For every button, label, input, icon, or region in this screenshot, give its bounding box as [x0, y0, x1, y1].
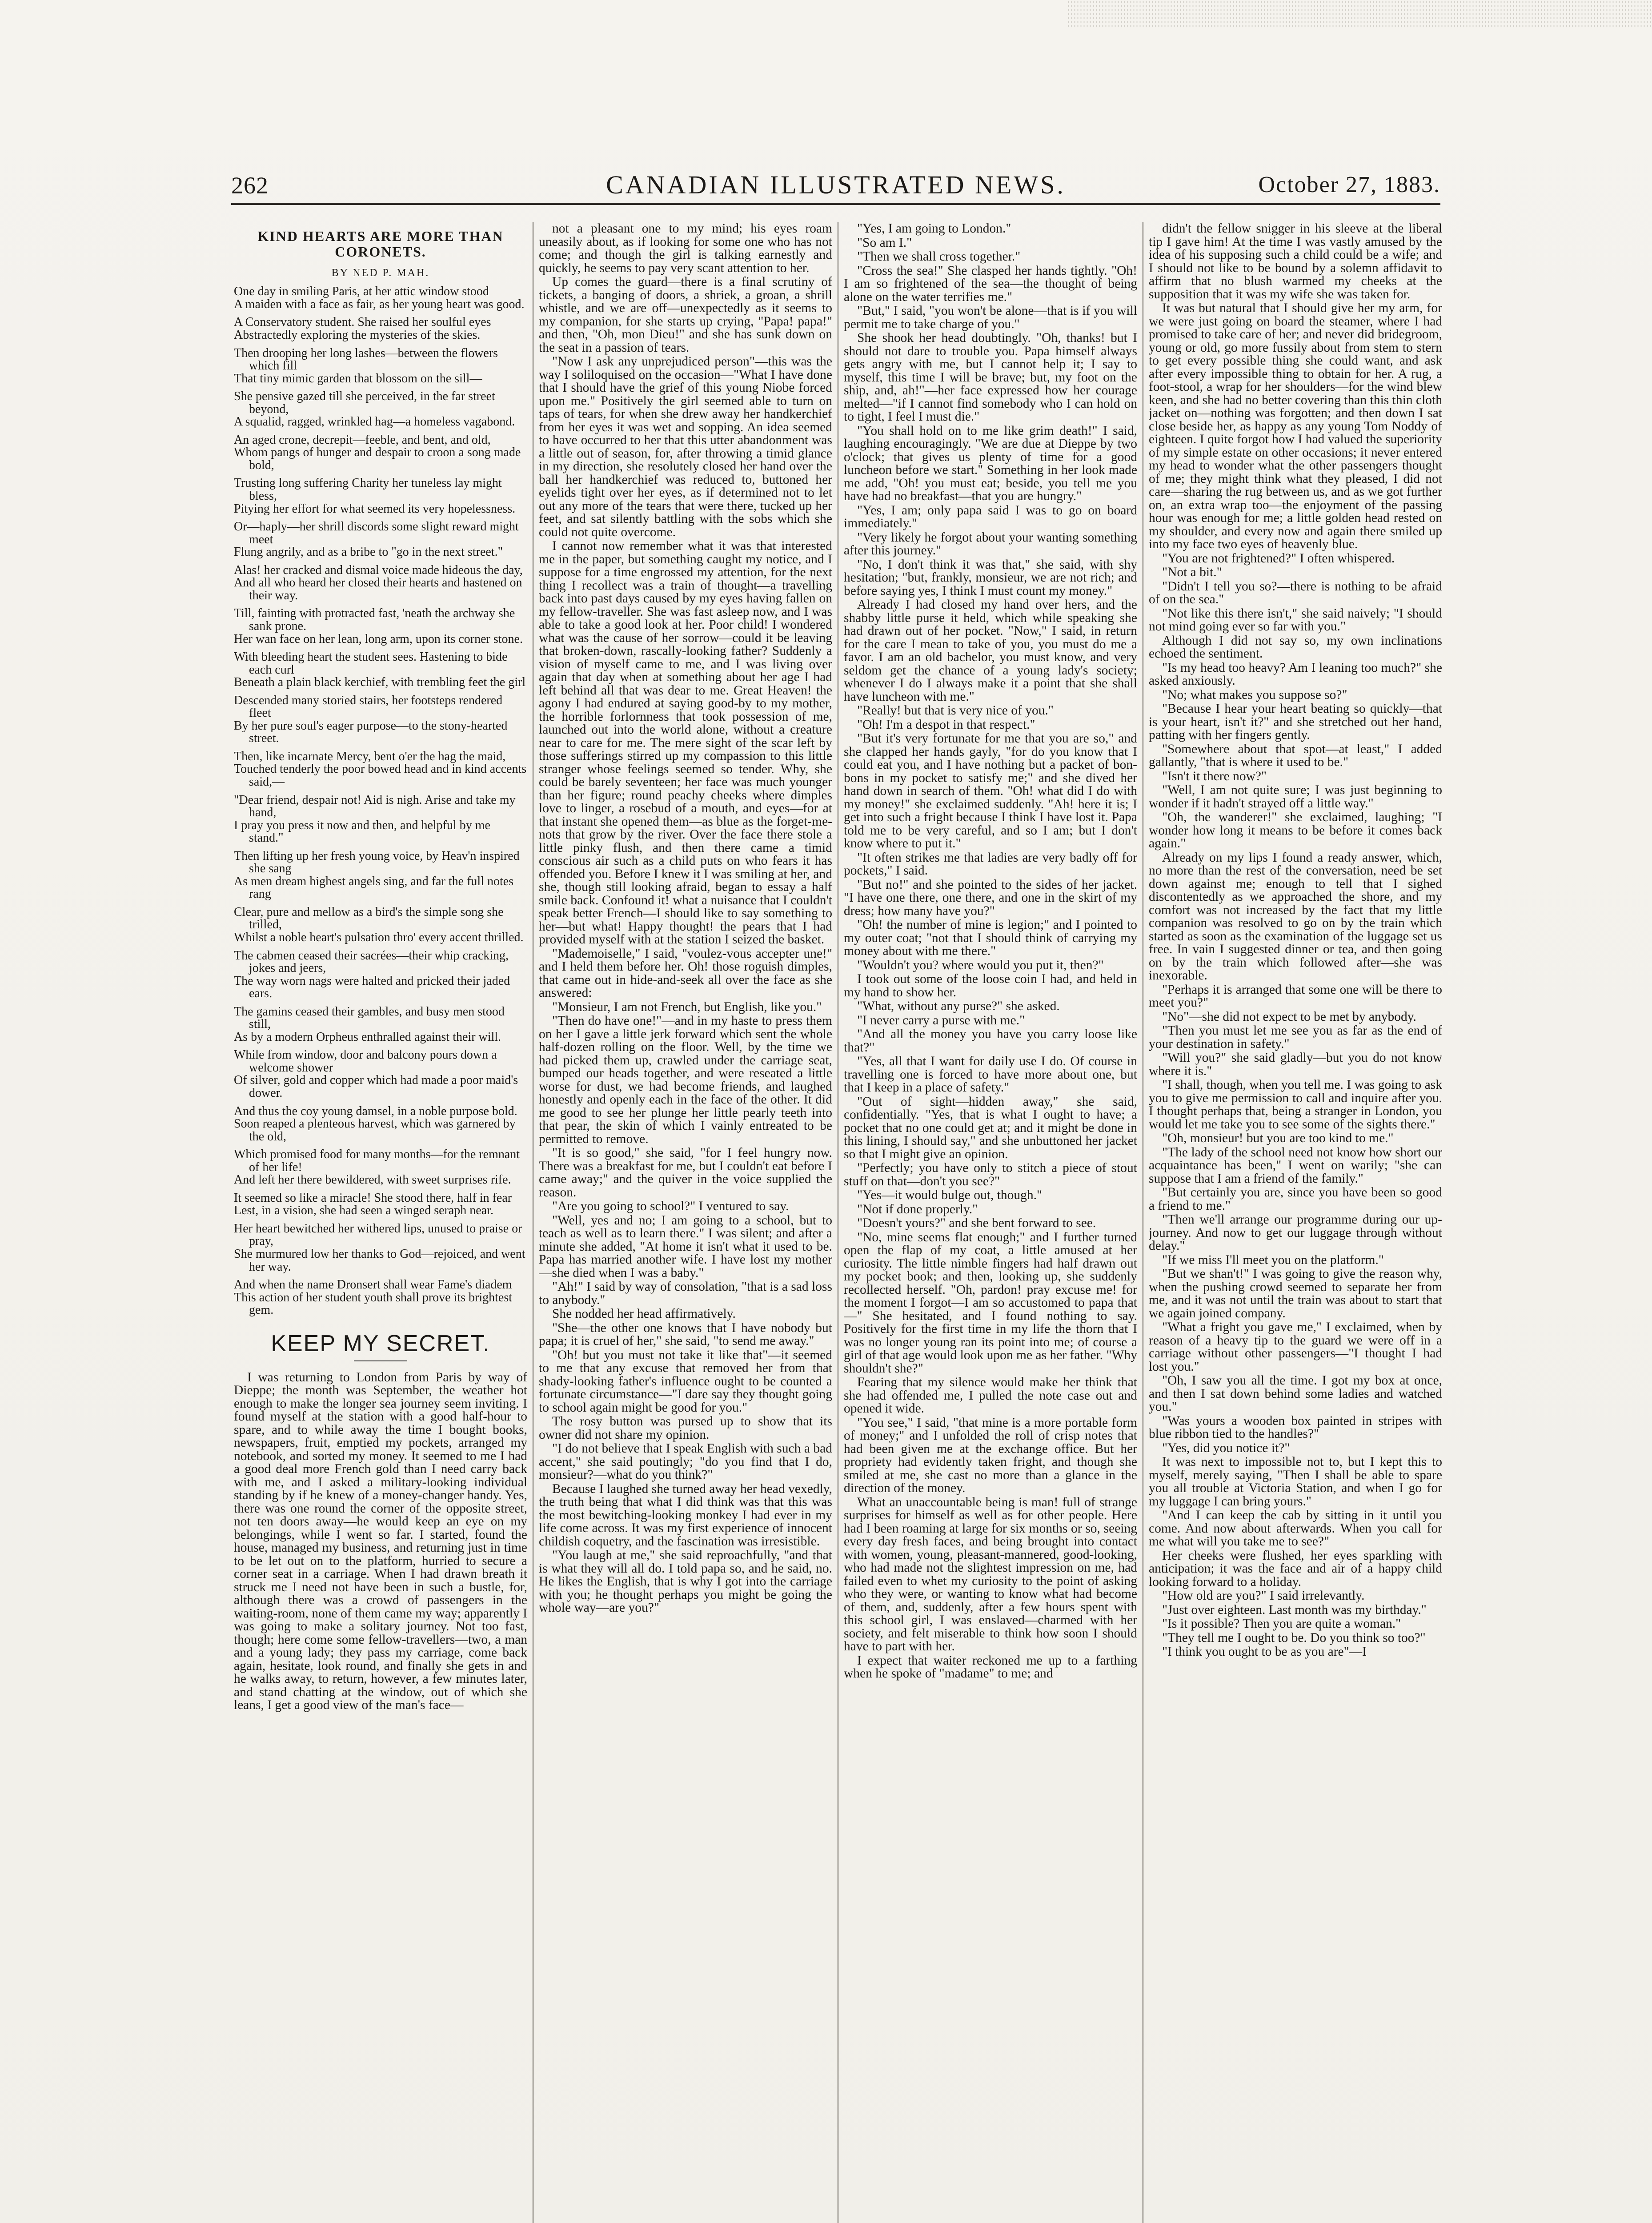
story-paragraph: "I think you ought to be as you are"—I — [1162, 1645, 1367, 1659]
poem-line: The cabmen ceased their sacrées—their whip cracking, jokes and jeers, — [234, 948, 509, 975]
poem-line: A maiden with a face as fair, as her young heart was good. — [234, 297, 525, 311]
poem-line: Pitying her effort for what seemed its very hopelessness. — [234, 502, 516, 516]
poem-line: The gamins ceased their gambles, and busy men stood still, — [234, 1004, 505, 1031]
poem-stanza — [234, 1223, 527, 1273]
story-paragraph: Her cheeks were flushed, her eyes sparkling with anticipation; it was the face and air of a happy child looking forward to a holiday. — [1149, 1548, 1442, 1589]
poem-stanza — [234, 1049, 527, 1099]
story-paragraph: "Oh, I saw you all the time. I got my box at once, and then I sat down behind some ladies and watched you." — [1149, 1373, 1442, 1414]
story-paragraph: "What, without any purse?" she asked. — [857, 999, 1060, 1013]
story-paragraph: "Yes, I am; only papa said I was to go on board immediately." — [844, 503, 1137, 530]
poem-stanza — [234, 1105, 527, 1144]
poem-line: It seemed so like a miracle! She stood there, half in fear — [234, 1191, 512, 1205]
poem-line: Then drooping her long lashes—between the flowers which fill — [234, 346, 498, 373]
poem-stanza — [234, 1279, 527, 1317]
story-paragraph: "Then you must let me see you as far as the end of your destination in safety." — [1149, 1023, 1442, 1051]
poem-line: Whom pangs of hunger and despair to croon a song made bold, — [234, 445, 521, 472]
poem-line: Clear, pure and mellow as a bird's the simple song she trilled, — [234, 905, 504, 932]
column-3 — [844, 222, 1137, 2223]
story-paragraph: "No, mine seems flat enough;" and I further turned open the flap of my coat, a little amused at her curiosity. The little nimble fingers had half drawn out my pocket book; and then, looking up, she suddenly recollected herself. "Oh, pardon! pray excuse me! for the moment I forgot—I am so accustomed to papa that—" She hesitated, and I found nothing to say. Positively for the first time in my life the thorn that I was no longer young ran its point into me; of course a girl of that age would look upon me as her father. "Why shouldn't she?" — [844, 1230, 1137, 1376]
poem-line: Touched tenderly the poor bowed head and in kind accents said,— — [234, 762, 527, 789]
story-paragraph: "Mademoiselle," I said, "voulez-vous accepter une!" and I held them before her. Oh! those roguish dimples, that came out in hide-and-seek all over the face as she answered: — [539, 946, 832, 1000]
poem-line: "Dear friend, despair not! Aid is nigh. Arise and take my hand, — [234, 793, 516, 820]
story-paragraph: The rosy button was pursed up to show that its owner did not share my opinion. — [539, 1414, 832, 1442]
poem-line: Beneath a plain black kerchief, with trembling feet the girl — [234, 675, 526, 690]
story-paragraph: "But no!" and she pointed to the sides of her jacket. "I have one there, one there, and one in the skirt of my dress; how many have you?" — [844, 877, 1137, 918]
poem-line: As by a modern Orpheus enthralled against their will. — [234, 1030, 501, 1044]
story-paragraph: "Cross the sea!" She clasped her hands tightly. "Oh! I am so frightened of the sea—the thought of being alone on the water terrifies me." — [844, 263, 1137, 304]
poem-line: The way worn nags were halted and pricked their jaded ears. — [234, 974, 510, 1001]
story-text-col4 — [1149, 222, 1442, 1659]
poem-title: KIND HEARTS ARE MORE THAN CORONETS. — [257, 228, 504, 260]
story-paragraph: "Then we'll arrange our programme during our up-journey. And now to get our luggage through without delay." — [1149, 1212, 1442, 1253]
story-paragraph: didn't the fellow snigger in his sleeve at the liberal tip I gave him! At the time I was vastly amused by the idea of his supposing such a child could be a wife; and I should not like to be bound by a solemn affidavit to affirm that no blush warmed my cheeks at the supposition that it was my wife she was taken for. — [1149, 222, 1442, 301]
poem-line: Which promised food for many months—for the remnant of her life! — [234, 1148, 520, 1174]
story-paragraph: "I never carry a purse with me." — [857, 1013, 1025, 1027]
story-paragraph: "Just over eighteen. Last month was my birthday." — [1162, 1602, 1427, 1617]
story-paragraph: "Oh, monsieur! but you are too kind to me." — [1162, 1131, 1394, 1145]
poem-line: Of silver, gold and copper which had made a poor maid's dower. — [234, 1073, 518, 1100]
story-paragraph: "Perfectly; you have only to stitch a piece of stout stuff on that—don't you see?" — [844, 1161, 1137, 1188]
story-paragraph: It was next to impossible not to, but I kept this to myself, merely saying, "Then I shall be able to spare you all trouble at Victoria Station, and when I go for my luggage I can bring yours." — [1149, 1455, 1442, 1509]
poem-line: Abstractedly exploring the mysteries of the skies. — [234, 328, 481, 342]
story-paragraph: "Not if done properly." — [857, 1202, 978, 1216]
story-paragraph: "But," I said, "you won't be alone—that is if you will permit me to take charge of you." — [844, 304, 1137, 331]
story-paragraph: She nodded her head affirmatively. — [552, 1307, 736, 1321]
poem-stanza — [234, 1006, 527, 1044]
poem-byline: BY NED P. MAH. — [331, 267, 430, 279]
story-paragraph: "Well, I am not quite sure; I was just beginning to wonder if it hadn't strayed off a little way." — [1149, 783, 1442, 811]
story-paragraph: "You are not frightened?" I often whispered. — [1162, 551, 1395, 566]
poem-line: She murmured low her thanks to God—rejoiced, and went her way. — [234, 1247, 525, 1274]
poem-line: Then, like incarnate Mercy, bent o'er the hag the maid, — [234, 749, 506, 763]
story-paragraph: "I do not believe that I speak English with such a bad accent," she said poutingly; "do you find that I do, monsieur?—what do you think?" — [539, 1441, 832, 1482]
poem-stanza — [234, 651, 527, 689]
poem-stanza — [234, 794, 527, 845]
poem-line: And thus the coy young damsel, in a noble purpose bold. — [234, 1104, 517, 1118]
story-paragraph: Although I did not say so, my own inclinations echoed the sentiment. — [1149, 633, 1442, 661]
story-paragraph: What an unaccountable being is man! full of strange surprises for himself as well as for other people. Here had I been roaming at large for six months or so, seeing every day fresh faces, and being brought into contact with women, young, pleasant-mannered, good-looking, who had made not the slightest impression on me, had failed even to whet my curiosity to the point of asking who they were, or wanting to know what had become of them, and, suddenly, after a few hours spent with this school girl, I was enslaved—charmed with her society, and felt miserable to think how soon I should have to part with her. — [844, 1495, 1137, 1653]
poem-line: By her pure soul's eager purpose—to the stony-hearted street. — [234, 718, 508, 746]
poem-stanza — [234, 477, 527, 515]
poem-stanza — [234, 950, 527, 1000]
story-paragraph: "Not like this there isn't," she said naively; "I should not mind going ever so far with you." — [1149, 606, 1442, 634]
story-paragraph: "But certainly you are, since you have been so good a friend to me." — [1149, 1185, 1442, 1213]
story-paragraph: "Oh! but you must not take it like that"—it seemed to me that any excuse that removed her from that shady-looking father's influence ought to be counted a fortunate circumstance—"I dare say they thought going to school again might be good for you." — [539, 1348, 832, 1415]
story-paragraph: "Then do have one!"—and in my haste to press them on her I gave a little jerk forward which sent the whole half-dozen rolling on the floor. Well, by the time we had picked them up, crawled under the carriage seat, bumped our heads together, and were reseated a little worse for dust, we had become friends, and laughed honestly and openly each in the face of the other. It did me good to see her plunge her little pearly teeth into that pear, the skin of which I vainly entreated to be permitted to remove. — [539, 1014, 832, 1146]
story-paragraph: It was but natural that I should give her my arm, for we were just going on board the steamer, where I had promised to take care of her; and never did bridegroom, young or old, go more fussily about from stem to stern to get every possible thing she could want, and ask after every impossible thing to obtain for her. A rug, a foot-stool, a wrap for her shoulders—for the wind blew keen, and she had no better covering than this thin cloth jacket on—nothing was forgotten; and then down I sat close beside her, as happy as any young Tom Noddy of eighteen. I quite forgot how I had valued the superiority of my simple estate on other occasions; it never entered my head to wonder what the other passengers thought of me; they might think what they pleased, I did not care—sharing the rug between us, and as we got further on, an extra wrap too—the enjoyment of the passing hour was enough for me; a little golden head rested on my shoulder, and every now and again there smiled up into my face two eyes of heavenly blue. — [1149, 301, 1442, 551]
poem-stanza — [234, 347, 527, 385]
story-paragraph: Already I had closed my hand over hers, and the shabby little purse it held, which while speaking she had drawn out of her pocket. "Now," I said, in return for the care I mean to take of you, you must do me a favor. I am an old bachelor, you must know, and very seldom get the chance of a young lady's society; whenever I do I always make it a point that she shall have luncheon with me." — [844, 598, 1137, 704]
poem-stanza — [234, 1192, 527, 1217]
story-paragraph: I expect that waiter reckoned me up to a farthing when he spoke of "madame" to me; and — [844, 1653, 1137, 1681]
story-paragraph: "Because I hear your heart beating so quickly—that is your heart, isn't it?" and she stretched out her hand, patting with her fingers gently. — [1149, 702, 1442, 742]
story-paragraph: "And all the money you have you carry loose like that?" — [844, 1027, 1137, 1055]
story-paragraph: "You shall hold on to me like grim death!" I said, laughing encouragingly. "We are due at Dieppe by two o'clock; that gives us plenty of time for a good luncheon before we start." Something in her look made me add, "Oh! you must eat; beside, you tell me you have had no breakfast—that you are hungry." — [844, 423, 1137, 503]
story-paragraph: "Was yours a wooden box painted in stripes with blue ribbon tied to the handles?" — [1149, 1413, 1442, 1441]
issue-date: October 27, 1883. — [1258, 172, 1440, 197]
page-number: 262 — [231, 172, 269, 199]
poem-body — [234, 285, 527, 1316]
poem-line: She pensive gazed till she perceived, in the far street beyond, — [234, 389, 495, 416]
poem-stanza — [234, 285, 527, 311]
story-paragraph: Up comes the guard—there is a final scrutiny of tickets, a banging of doors, a shriek, a groan, a shrill whistle, and we are off—unexpectedly as it seems to my companion, for she starts up crying, "Papa! papa!" and then, "Oh, mon Dieu!" and she has sunk down on the seat in a passion of tears. — [539, 275, 832, 355]
story-paragraph: "You see," I said, "that mine is a more portable form of money;" and I unfolded the roll of crisp notes that had been given me at the exchange office. But her propriety had evidently taken fright, and though she smiled at me, she cast no more than a glance in the direction of the money. — [844, 1415, 1137, 1495]
masthead: CANADIAN ILLUSTRATED NEWS. — [606, 170, 1066, 199]
story-paragraph: "What a fright you gave me," I exclaimed, when by reason of a heavy tip to the guard we were off in a carriage without other passengers—"I thought I had lost you." — [1149, 1320, 1442, 1374]
poem-line: A squalid, ragged, wrinkled hag—a homeless vagabond. — [234, 415, 515, 429]
poem-line: Alas! her cracked and dismal voice made hideous the day, — [234, 563, 523, 577]
story-paragraph: "Very likely he forgot about your wanting something after this journey." — [844, 530, 1137, 558]
story-paragraph: "Well, yes and no; I am going to a school, but to teach as well as to learn there." I was silent; and after a minute she added, "At home it isn't what it used to be. Papa has married another wife. I have lost my mother—she died when I was a baby." — [539, 1213, 832, 1280]
story-paragraph: "If we miss I'll meet you on the platform." — [1162, 1252, 1384, 1267]
poem-line: Her wan face on her lean, long arm, upon its corner stone. — [234, 632, 523, 646]
story-paragraph: "Yes, did you notice it?" — [1162, 1441, 1290, 1455]
story-paragraph: "No, I don't think it was that," she said, with shy hesitation; "but, frankly, monsieur, we are not rich; and before saying yes, I think I must count my money." — [844, 557, 1137, 598]
story-paragraph: "They tell me I ought to be. Do you think so too?" — [1162, 1630, 1426, 1645]
story-title: KEEP MY SECRET. — [271, 1330, 490, 1356]
story-paragraph: "Not a bit." — [1162, 565, 1222, 579]
poem-stanza — [234, 390, 527, 429]
poem-line: Flung angrily, and as a bribe to "go in the next street." — [234, 545, 503, 559]
story-paragraph: "Then we shall cross together." — [857, 249, 1021, 264]
story-paragraph: "Yes, I am going to London." — [857, 222, 1011, 236]
story-paragraph: "But it's very fortunate for me that you are so," and she clapped her hands gayly, "for do you know that I could eat you, and I have nothing but a packet of bon-bons in my pocket to satisfy me;" and she dived her hand down in search of them. "Oh! what did I do with my money!" she exclaimed suddenly. "Ah! here it is; I get into such a fright because I think I have lost it. Papa told me to be very careful, and so I am; but I don't know where to put it." — [844, 731, 1137, 851]
story-paragraph: "She—the other one knows that I have nobody but papa; it is cruel of her," she said, "to send me away." — [539, 1320, 832, 1348]
title-rule — [354, 1360, 407, 1361]
story-paragraph: "Is my head too heavy? Am I leaning too much?" she asked anxiously. — [1149, 660, 1442, 688]
story-paragraph: "No; what makes you suppose so?" — [1162, 687, 1347, 702]
story-paragraph: "Oh! the number of mine is legion;" and I pointed to my outer coat; "not that I should think of carrying my money about with me there." — [844, 918, 1137, 958]
story-paragraph: Already on my lips I found a ready answer, which, no more than the rest of the conversation, need be set down against me; enough to tell that I sighed discontentedly as we approached the shore, and my comfort was not increased by the fact that my little companion was resolved to go on by the train which started as soon as the examination of the luggage set us free. In vain I suggested dinner or tea, and then going on by the train which followed after—she was inexorable. — [1149, 850, 1442, 983]
column-2 — [539, 222, 832, 2223]
poem-line: Then lifting up her fresh young voice, by Heav'n inspired she sang — [234, 849, 520, 876]
story-paragraph: "Ah!" I said by way of consolation, "that is a sad loss to anybody." — [539, 1280, 832, 1307]
poem-line: And all who heard her closed their hearts and hastened on their way. — [234, 576, 522, 602]
story-paragraph: "So am I." — [857, 235, 912, 250]
poem-line: With bleeding heart the student sees. Hastening to bide each curl — [234, 650, 508, 677]
poem-line: Soon reaped a plenteous harvest, which was garnered by the old, — [234, 1117, 516, 1144]
story-paragraph: I was returning to London from Paris by way of Dieppe; the month was September, the weather hot enough to make the longer sea journey seem inviting. I found myself at the station with a good half-hour to spare, and to while away the time I bought books, newspapers, fruit, emptied my pockets, arranged my notebook, and sorted my money. It seemed to me I had a good deal more French gold than I need carry back with me, and I asked a military-looking individual standing by if he knew of a money-changer handy. Yes, there was one round the corner of the opposite street, not ten doors away—he would keep an eye on my belongings, while I went so far. I started, found the house, managed my business, and returning just in time to be let out on to the platform, hurried to secure a corner seat in a carriage. When I had drawn breath it struck me I need not have been in such a bustle, for, although there was a crowd of passengers in the waiting-room, none of them came my way; apparently I was going to make a solitary journey. Not too fast, though; here come some fellow-travellers—two, a man and a young lady; they pass my carriage, come back again, hesitate, look round, and finally she gets in and he walks away, to return, however, a few minutes later, and stand chatting at the window, out of which she leans, I get a good view of the man's face— — [234, 1370, 527, 1713]
story-paragraph: "Isn't it there now?" — [1162, 769, 1267, 783]
story-paragraph: "You laugh at me," she said reproachfully, "and that is what they will all do. I told papa so, and he said, no. He likes the English, that is why I got into the carriage with you; he thought perhaps you might be going the whole way—are you?" — [539, 1548, 832, 1615]
poem-stanza — [234, 607, 527, 646]
story-paragraph: "The lady of the school need not know how short our acquaintance has been," I went on warily; "she can suppose that I am a friend of the family." — [1149, 1145, 1442, 1186]
poem-line: Till, fainting with protracted fast, 'neath the archway she sank prone. — [234, 606, 515, 633]
story-paragraph: "Didn't I tell you so?—there is nothing to be afraid of on the sea." — [1149, 579, 1442, 606]
poem-stanza — [234, 564, 527, 602]
story-paragraph: "And I can keep the cab by sitting in it until you come. And now about afterwards. When you call for me what will you take me to see?" — [1149, 1508, 1442, 1549]
poem-stanza — [234, 750, 527, 789]
poem-line: Whilst a noble heart's pulsation thro' every accent thrilled. — [234, 930, 524, 944]
poem-stanza — [234, 434, 527, 472]
poem-line: A Conservatory student. She raised her soulful eyes — [234, 315, 491, 329]
story-paragraph: not a pleasant one to my mind; his eyes roam uneasily about, as if looking for some one who has not come; and though the girl is talking earnestly and quickly, he seems to pay very scant attention to her. — [539, 222, 832, 275]
poem-line: That tiny mimic garden that blossom on the sill— — [234, 371, 482, 385]
poem-line: Her heart bewitched her withered lips, unused to praise or pray, — [234, 1221, 522, 1248]
story-paragraph: "But we shan't!" I was going to give the reason why, when the pushing crowd seemed to separate her from me, and it was not until the train was about to start that we again joined company. — [1149, 1267, 1442, 1320]
story-paragraph: I cannot now remember what it was that interested me in the paper, but something caught my notice, and I suppose for a time engrossed my attention, for the next thing I recollect was a train of thought—a travelling back into past days caused by my eyes having fallen on my fellow-traveller. She was fast asleep now, and I was able to take a good look at her. Poor child! I wondered what was the cause of her sorrow—could it be leaving that broken-down, rascally-looking father? Suddenly a vision of myself came to me, and I was living over again that day when at something about her age I had left behind all that was dear to me. Great Heaven! the agony I had endured at saying good-by to my mother, the horrible forlornness that took possession of me, launched out into the world alone, without a creature near to care for me. The mere sight of the scar left by those sufferings stirred up my compassion to this little stranger whose feelings seemed so tender. Why, she could be barely seventeen; her face was much younger than her figure; round peachy cheeks where dimples love to linger, a rosebud of a mouth, and eyes—for at that instant she opened them—as blue as the forget-me-nots that grow by the river. Over the face there stole a little pinky flush, and then there came a timid conscious air such as a child puts on who fears it has offended you. Before I knew it I was smiling at her, and she, though still looking afraid, began to essay a half smile back. Confound it! what a nuisance that I couldn't speak better French—I should like to say something to her—but what! Happy thought! the pears that I had provided myself with at the station I seized the basket. — [539, 539, 832, 947]
poem-stanza — [234, 850, 527, 901]
paper-speckle-top — [1067, 0, 1652, 27]
poem-line: Or—haply—her shrill discords some slight reward might meet — [234, 520, 519, 546]
story-text-col3 — [844, 222, 1137, 1681]
story-paragraph: "Somewhere about that spot—at least," I added gallantly, "that is where it used to be." — [1149, 742, 1442, 769]
story-paragraph: Fearing that my silence would make her think that she had offended me, I pulled the note case out and opened it wide. — [844, 1375, 1137, 1416]
story-paragraph: "Is it possible? Then you are quite a woman." — [1162, 1617, 1401, 1631]
page-header — [231, 165, 1440, 205]
poem-line: Lest, in a vision, she had seen a winged seraph near. — [234, 1204, 493, 1218]
story-paragraph: "Perhaps it is arranged that some one will be there to meet you?" — [1149, 982, 1442, 1010]
story-text-col2 — [539, 222, 832, 1615]
poem-stanza — [234, 694, 527, 745]
story-paragraph: "It often strikes me that ladies are very badly off for pockets," I said. — [844, 850, 1137, 878]
poem-line: Trusting long suffering Charity her tuneless lay might bless, — [234, 476, 502, 503]
story-paragraph: "Monsieur, I am not French, but English, like you." — [552, 999, 822, 1014]
poem-stanza — [234, 1148, 527, 1187]
story-paragraph: "How old are you?" I said irrelevantly. — [1162, 1589, 1365, 1603]
column-4 — [1149, 222, 1442, 2223]
column-1 — [234, 222, 527, 2223]
poem-line: As men dream highest angels sing, and far the full notes rang — [234, 874, 514, 901]
story-paragraph: She shook her head doubtingly. "Oh, thanks! but I should not dare to trouble you. Papa himself always gets angry with me, but I cannot help it; I say to myself, this time I will be brave; but, my foot on the ship, and, ah!"—her face expressed how her courage melted—"if I cannot find somebody who I can hold on to tight, I feel I must die." — [844, 331, 1137, 424]
story-paragraph: "I shall, though, when you tell me. I was going to ask you to give me permission to call and inquire after you. I thought perhaps that, being a stranger in London, you would let me take you to see some of the sights there." — [1149, 1078, 1442, 1132]
poem-stanza — [234, 521, 527, 559]
poem-line: One day in smiling Paris, at her attic window stood — [234, 285, 489, 299]
story-paragraph: "It is so good," she said, "for I feel hungry now. There was a breakfast for me, but I couldn't eat before I came away;" and the quiver in the voice supplied the reason. — [539, 1146, 832, 1200]
story-text-col1 — [234, 1371, 527, 1712]
story-paragraph: "No"—she did not expect to be met by anybody. — [1162, 1009, 1416, 1024]
story-paragraph: "Yes, all that I want for daily use I do. Of course in travelling one is forced to have more about one, but that I keep in a place of safety." — [844, 1054, 1137, 1095]
poem-line: While from window, door and balcony pours down a welcome shower — [234, 1048, 497, 1075]
story-paragraph: "Will you?" she said gladly—but you do not know where it is." — [1149, 1051, 1442, 1078]
story-paragraph: Because I laughed she turned away her head vexedly, the truth being that what I did think was that this was the most bewitching-looking monkey I had ever in my life come across. It was my first experience of innocent childish coquetry, and the fascination was irresistible. — [539, 1481, 832, 1549]
story-paragraph: "Out of sight—hidden away," she said, confidentially. "Yes, that is what I ought to have; a pocket that no one could get at; and it might be done in this lining, I should say," and she unbuttoned her jacket so that I might give an opinion. — [844, 1094, 1137, 1161]
story-paragraph: "Yes—it would bulge out, though." — [857, 1188, 1043, 1202]
story-paragraph: I took out some of the loose coin I had, and held in my hand to show her. — [844, 972, 1137, 999]
story-paragraph: "Now I ask any unprejudiced person"—this was the way I soliloquised on the occasion—"What I have done that I should have the grief of this young Niobe forced upon me." Positively the girl seemed able to turn on taps of tears, for when she drew away her handkerchief from her eyes it was wet and sopping. An idea seemed to have occurred to her that this utter abandonment was a little out of season, for, after throwing a timid glance in my direction, she resolutely closed her hand over the ball her handkerchief was reduced to, buttoned her eyelids tight over her eyes, as if determined not to let out any more of the tears that were there, tucked up her feet, and sat silently battling with the sobs which she could not quite overcome. — [539, 354, 832, 539]
poem-stanza — [234, 906, 527, 944]
story-paragraph: "Oh! I'm a despot in that respect." — [857, 717, 1035, 732]
story-paragraph: "Wouldn't you? where would you put it, then?" — [857, 958, 1104, 972]
poem-line: This action of her student youth shall prove its brightest gem. — [234, 1290, 513, 1317]
poem-line: And when the name Dronsert shall wear Fame's diadem — [234, 1278, 512, 1292]
story-paragraph: "Are you going to school?" I ventured to say. — [552, 1199, 789, 1213]
poem-line: And left her there bewildered, with sweet surprises rife. — [234, 1173, 511, 1187]
story-paragraph: "Doesn't yours?" and she bent forward to see. — [857, 1216, 1096, 1230]
poem-line: An aged crone, decrepit—feeble, and bent, and old, — [234, 433, 491, 447]
poem-line: Descended many storied stairs, her footsteps rendered fleet — [234, 693, 503, 720]
poem-stanza — [234, 316, 527, 341]
poem-line: I pray you press it now and then, and helpful by me stand." — [234, 818, 490, 845]
story-paragraph: "Really! but that is very nice of you." — [857, 703, 1054, 718]
story-paragraph: "Oh, the wanderer!" she exclaimed, laughing; "I wonder how long it means to be before it comes back again." — [1149, 810, 1442, 851]
